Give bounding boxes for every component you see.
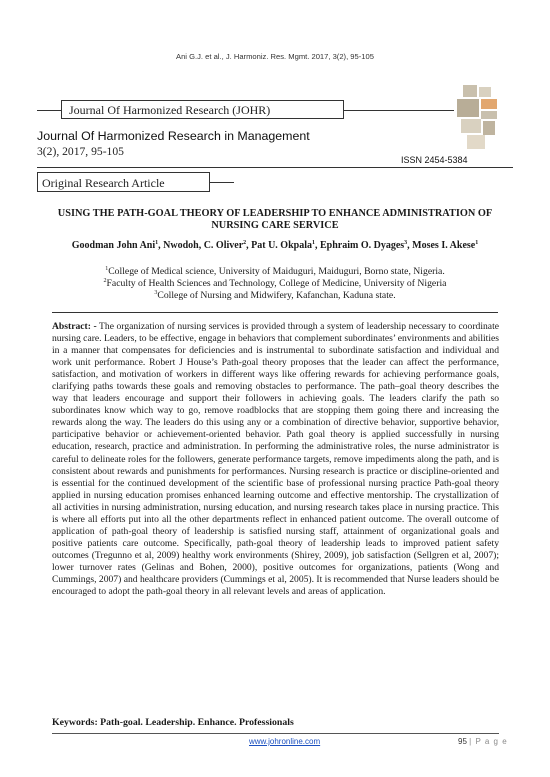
affiliation	[30, 266, 520, 277]
article-type-rule	[210, 182, 234, 183]
journal-link[interactable]: www.johronline.com	[249, 737, 321, 746]
article-type-box: Original Research Article	[37, 172, 210, 192]
abstract-divider	[52, 312, 498, 313]
author-sup: 1	[155, 240, 159, 246]
footer-divider	[52, 733, 499, 734]
author-name: Pat U. Okpala	[251, 240, 312, 251]
volume-info: 3(2), 2017, 95-105	[37, 145, 124, 158]
running-head: Ani G.J. et al., J. Harmoniz. Res. Mgmt. 2017, 3(2), 95-105	[176, 52, 374, 61]
keywords: Keywords: Path-goal. Leadership. Enhance. Professionals	[52, 717, 294, 728]
affiliation-text: College of Medical science, University of Maiduguri, Maiduguri, Borno state, Nigeria.	[108, 266, 445, 277]
author-list: Goodman John Ani$^1$, Nwodoh, C. Oliver$^2$, Pat U. Okpala$^1$, Ephraim O. Dyages$^3$, Moses I. Akese$^1$	[71, 240, 479, 251]
affiliation-sup: 2	[103, 278, 107, 284]
journal-box: Journal Of Harmonized Research (JOHR)	[61, 100, 344, 119]
author-sup: 1	[475, 240, 479, 246]
affiliation	[30, 278, 520, 289]
author-name: Moses I. Akese	[412, 240, 476, 251]
journal-logo-icon	[453, 83, 501, 153]
abstract	[52, 321, 499, 598]
author-name: Ephraim O. Dyages	[319, 240, 405, 251]
abstract-text: The organization of nursing services is provided through a system of leadership necessary to coordinate nursing care. Leaders, to be effective, engage in behaviors that complement subordinates’ environments and abilities in a manner that compensates for deficiencies and is instrumental to subordinate satisfaction and individual and work unit performance. Robert J House’s Path-goal theory proposes that the leader can affect the performance, satisfaction, and motivation of workers in different ways like offering rewards for achieving performance goals, clarifying paths towards these goals and removing obstacles to performance. The path–goal theory describes the way that leaders encourage and support their followers in achieving goals. The leaders clarify the path so subordinates know which way to go, remove roadblocks that are stopping them going there and increasing the rewards along the way. The leaders do this using any or a combination of directive behavior, supportive behavior, participative behavior or achievement-oriented behavior. Path goal theory is applied successfully in nursing education, research, practice and administration. In performing the administrative roles, the nurse administrator is careful to delineate roles for the followers, generate performance targets, remove impediments along the path, and is consistent about rewards and punishments for performances. Nursing research is practice or discipline-oriented and is essential for the continued development of the scientific base of professional nursing practice Path-goal theory applied in nursing education promises enhanced learning outcome and effective mentorship. The crystallization of all activities in nursing administration, nursing education, and nursing research takes place in nursing practice. This is where all efforts put into all the other departments reflect in enhanced patient outcome. The overall outcome of application of path-goal theory of leadership is satisfied nursing staff, attainment of organizational goals and positive patients care outcome. Specifically, path-goal theory of leadership leads to improved patient safety outcomes (Tregunno et al, 2009) healthy work environments (Shirey, 2009), job satisfaction (Sellgren et al, 2007); lower turnover rates (Gelinas and Bohen, 2000), positive outcomes for organizations, patients (Wong and Cummings, 2007) and healthcare providers (Cummings et al, 2005). It is recommended that Nurse leaders should be encouraged to adopt the path-goal theory in all relevant levels and areas of application.	[52, 321, 499, 598]
page-number-value: 95	[458, 737, 467, 746]
affiliation	[30, 290, 520, 301]
author-sup: 2	[243, 240, 247, 246]
abstract-label: Abstract: -	[52, 321, 97, 332]
issn: ISSN 2454-5384	[401, 155, 468, 165]
affiliation-sup: 3	[154, 290, 158, 296]
header-rule-left	[37, 110, 61, 111]
author-name: Goodman John Ani	[71, 240, 156, 251]
article-title	[30, 208, 520, 232]
page-label: | P a g e	[469, 737, 508, 746]
title-line-2: NURSING CARE SERVICE	[211, 220, 339, 231]
title-line-1: USING THE PATH-GOAL THEORY OF LEADERSHIP TO ENHANCE ADMINISTRATION OF	[57, 208, 493, 219]
author-name: Nwodoh, C. Oliver	[163, 240, 244, 251]
header-rule-right	[344, 110, 454, 111]
journal-name: Journal Of Harmonized Research in Management	[37, 129, 310, 143]
header-divider	[37, 167, 513, 168]
author-sup: 1	[311, 240, 315, 246]
author-sup: 3	[404, 240, 408, 246]
affiliation-text: College of Nursing and Midwifery, Kafanchan, Kaduna state.	[157, 290, 396, 301]
affiliation-sup: 1	[105, 266, 109, 272]
page-number	[458, 737, 508, 746]
affiliation-text: Faculty of Health Sciences and Technology, College of Medicine, University of Nigeria	[106, 278, 447, 289]
